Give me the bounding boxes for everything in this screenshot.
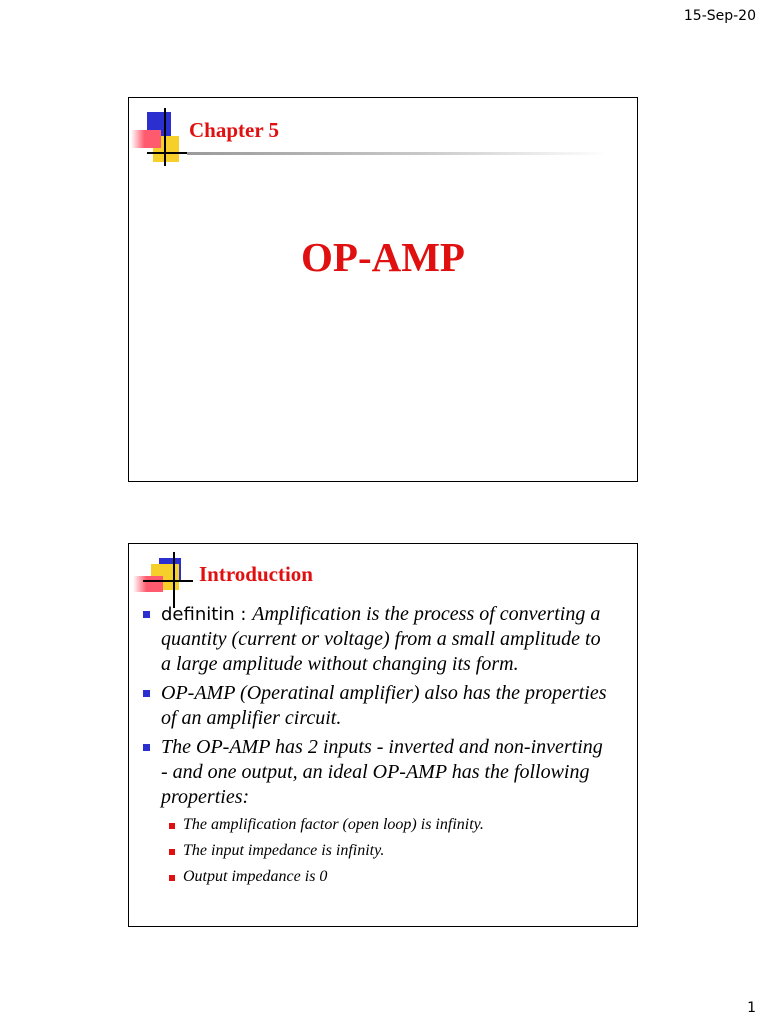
date-stamp: 15-Sep-20 [683, 8, 756, 24]
title-decoration-icon [131, 108, 191, 168]
sub-bullet-text: The input impedance is infinity. [183, 842, 385, 859]
page-number: 1 [747, 1000, 756, 1016]
list-item [141, 681, 611, 731]
sub-list-item [161, 838, 611, 864]
list-item [141, 735, 611, 890]
sub-bullet-text: Output impedance is 0 [183, 868, 328, 885]
definition-text: Amplification is the process of converting a quantity (current or voltage) from a small amplitude to a large amplitude without changing its form. [161, 603, 601, 675]
sub-bullet-text: The amplification factor (open loop) is infinity. [183, 816, 484, 833]
main-title: OP-AMP [301, 234, 465, 280]
sub-list-item [161, 864, 611, 890]
bullet-text: The OP-AMP has 2 inputs - inverted and non-inverting - and one output, an ideal OP-AMP has the following properties: [161, 736, 603, 808]
chapter-title: Chapter 5 [189, 118, 280, 142]
sub-bullet-list [161, 812, 611, 890]
list-item [141, 602, 611, 677]
slide-1 [128, 97, 638, 482]
sub-list-item [161, 812, 611, 838]
bullet-list [141, 602, 611, 894]
definition-label: definitin : [161, 604, 253, 625]
title-underline [187, 152, 607, 155]
slide-2 [128, 543, 638, 927]
slide-title: Introduction [199, 562, 313, 586]
bullet-text: OP-AMP (Operatinal amplifier) also has the properties of an amplifier circuit. [161, 682, 607, 729]
